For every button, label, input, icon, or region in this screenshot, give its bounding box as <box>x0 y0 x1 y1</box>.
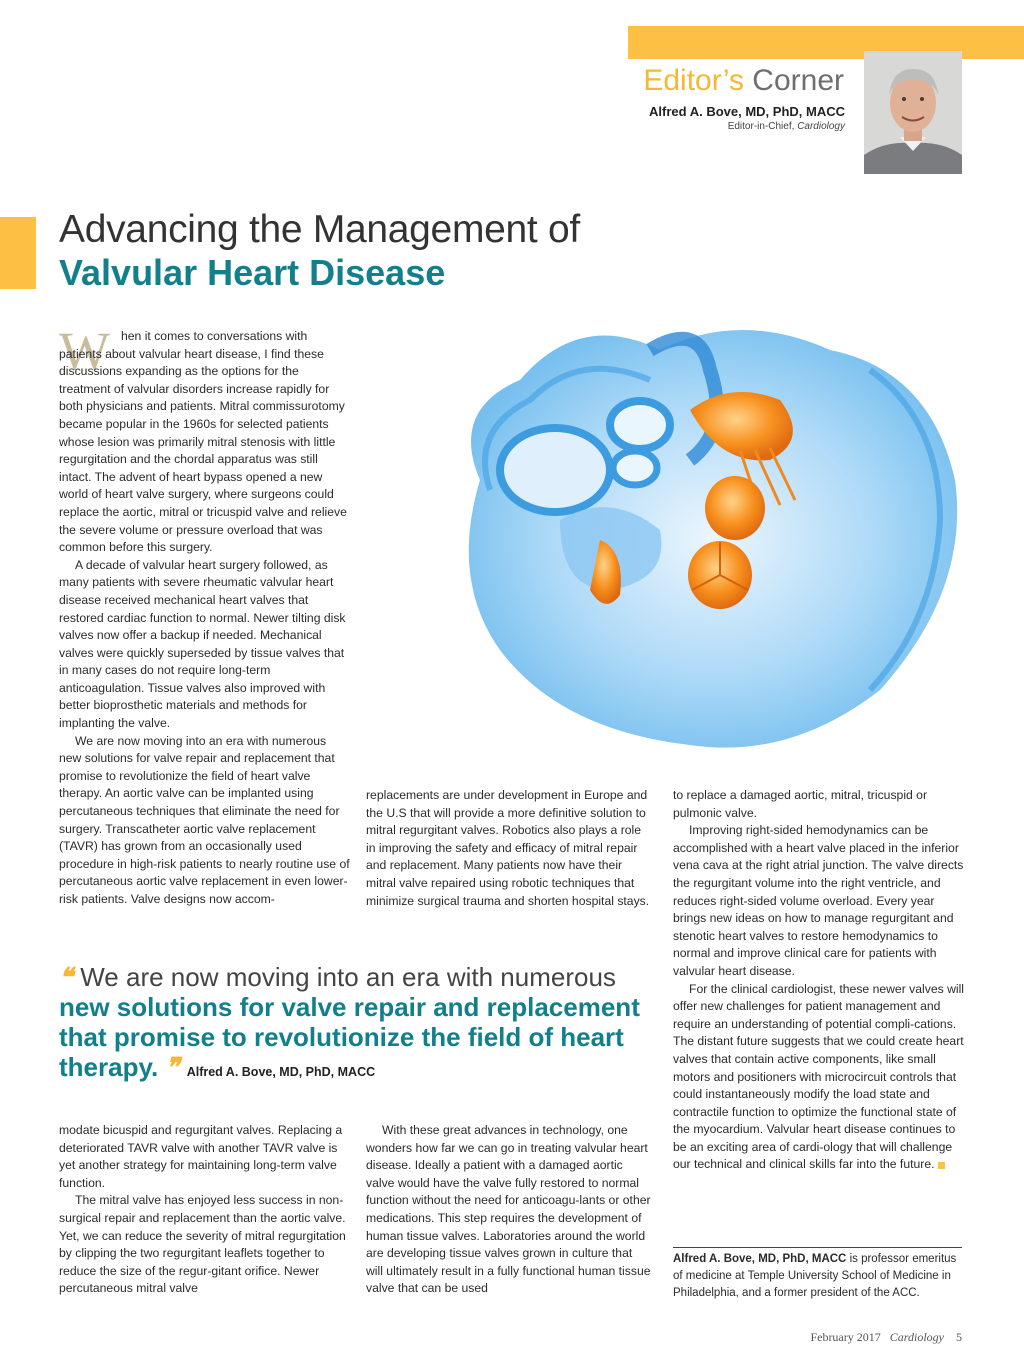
paragraph-text: For the clinical cardiologist, these newer valves will offer new challenges for patient management and require an understanding of potential compli-cations. The distant future suggests that we could create heart valves that contain active components, like small motors and positioners with microcircuit controls that could instantaneously modify the load state and contractile function to optimize the functional state of the myocardium. Valvular heart disease continues to be an exciting area of cardi-ology that will challenge our technical and clinical skills far into the future. <box>673 981 965 1172</box>
page-footer <box>810 1330 962 1345</box>
author-name: Alfred A. Bove, MD, PhD, MACC <box>649 104 845 119</box>
bio-text: is professor emeritus of medicine at Temple University School of Medicine in Philadelphia, and a former president of the ACC. <box>673 1253 957 1299</box>
author-photo <box>864 51 962 174</box>
paragraph: to replace a damaged aortic, mitral, tricuspid or pulmonic valve. <box>673 788 928 820</box>
drop-cap: W <box>59 321 110 381</box>
pull-quote-attribution: Alfred A. Bove, MD, PhD, MACC <box>186 1065 376 1079</box>
pull-quote-bold: new solutions for valve repair and replacement that promise to revolutionize the field of heart therapy. <box>59 992 640 1082</box>
publication-name: Cardiology <box>797 121 845 132</box>
section-title-part1: Editor’s <box>643 64 744 97</box>
end-mark-icon <box>938 1162 945 1169</box>
bio-divider <box>673 1247 962 1248</box>
paragraph: Improving right-sided hemodynamics can be accomplished with a heart valve placed in the inferior vena cava at the right atrial junction. The valve directs the regurgitant volume into the right ventricle, and reduces right-sided volume overload. Every year brings new ideas on how to manage regurgitant and stenotic heart valves to restore hemodynamics to normal and improve clinical care for patients with valvular heart disease. <box>673 823 964 978</box>
paragraph: The mitral valve has enjoyed less success in non-surgical repair and replacement than the aortic valve. Yet, we can reduce the severity of mitral regurgitation by clipping the two regurgitant leaflets together to reduce the size of the regur-gitant orifice. Newer percutaneous mitral valve <box>59 1193 346 1296</box>
paragraph: modate bicuspid and regurgitant valves. Replacing a deteriorated TAVR valve with another TAVR valve is yet another strategy for maintaining long-term valve function. <box>59 1123 343 1190</box>
paragraph <box>673 981 965 1175</box>
open-quote-icon: ❝ <box>59 962 73 992</box>
headline-line2: Valvular Heart Disease <box>59 252 446 293</box>
column1-bottom <box>59 1122 351 1298</box>
paragraph: We are now moving into an era with numerous new solutions for valve repair and replacement that promise to revolutionize the field of heart valve therapy. An aortic valve can be implanted using percutaneous techniques that eliminate the need for surgery. Transcatheter aortic valve replacement (TAVR) has grown from an occasionally used procedure in high-risk patients to nearly routine use of percutaneous aortic valve replacement in even lower-risk patients. Valve designs now accom- <box>59 733 350 906</box>
author-role-text: Editor-in-Chief, <box>727 121 795 132</box>
author-role <box>728 121 845 132</box>
headline-line1: Advancing the Management of <box>59 208 580 251</box>
pull-quote <box>59 962 659 1087</box>
heart-illustration <box>410 290 970 760</box>
paragraph: replacements are under development in Europe and the U.S that will provide a more definitive solution to mitral regurgitant valves. Robotics also plays a role in improving the safety and efficacy of mitral repair and replacement. Many patients now have their mitral valve repaired using robotic techniques that minimize surgical trauma and shorten hospital stays. <box>366 788 650 908</box>
close-quote-icon: ❞ <box>165 1052 180 1082</box>
footer-journal: Cardiology <box>889 1330 944 1344</box>
column1-top <box>59 328 351 909</box>
heart-valves-graphic <box>410 290 970 760</box>
paragraph: With these great advances in technology, one wonders how far we can go in treating valvular heart disease. Ideally a patient with a damaged aortic valve would have the valve fully restored to normal function without the need for anticoagu-lants or other medications. This step requires the development of human tissue valves. Laboratories around the world are developing tissue valves grown in culture that will ultimately result in a fully functional human tissue valve that can be used <box>366 1123 651 1296</box>
section-title <box>643 64 844 98</box>
author-bio <box>673 1251 965 1302</box>
column2-top <box>366 787 651 910</box>
paragraph: hen it comes to conversations with patients about valvular heart disease, I find these discussions expanding as the options for the treatment of valvular disorders increase rapidly for both physicians and patients. Mitral commissurotomy became popular in the 1960s for selected patients whose lesion was primarily mitral stenosis with little regurgitation and the chordal apparatus was still intact. The advent of heart bypass opened a new world of heart valve surgery, where surgeons could replace the aortic, mitral or tricuspid valve and relieve the severe volume or pressure overload that was common before this surgery. <box>59 329 347 555</box>
column2-bottom <box>366 1122 651 1298</box>
pull-quote-plain: We are now moving into an era with numerous <box>80 962 616 992</box>
paragraph: A decade of valvular heart surgery followed, as many patients with severe rheumatic valvular heart disease received mechanical heart valves that restored cardiac function to normal. Newer tilting disk valves now offer a backup if needed. Mechanical valves were quickly superseded by tissue valves that in many cases do not require long-term anticoagulation. Tissue valves also improved with better bioprosthetic materials and methods for implanting the valve. <box>59 557 346 731</box>
header-accent-bar <box>628 26 1024 59</box>
column3 <box>673 787 965 1174</box>
section-title-part2: Corner <box>752 64 844 97</box>
author-portrait-illustration <box>864 51 962 174</box>
side-accent-tab <box>0 217 36 289</box>
page-number: 5 <box>956 1330 962 1344</box>
bio-name: Alfred A. Bove, MD, PhD, MACC <box>673 1253 847 1265</box>
footer-date: February 2017 <box>810 1330 881 1344</box>
